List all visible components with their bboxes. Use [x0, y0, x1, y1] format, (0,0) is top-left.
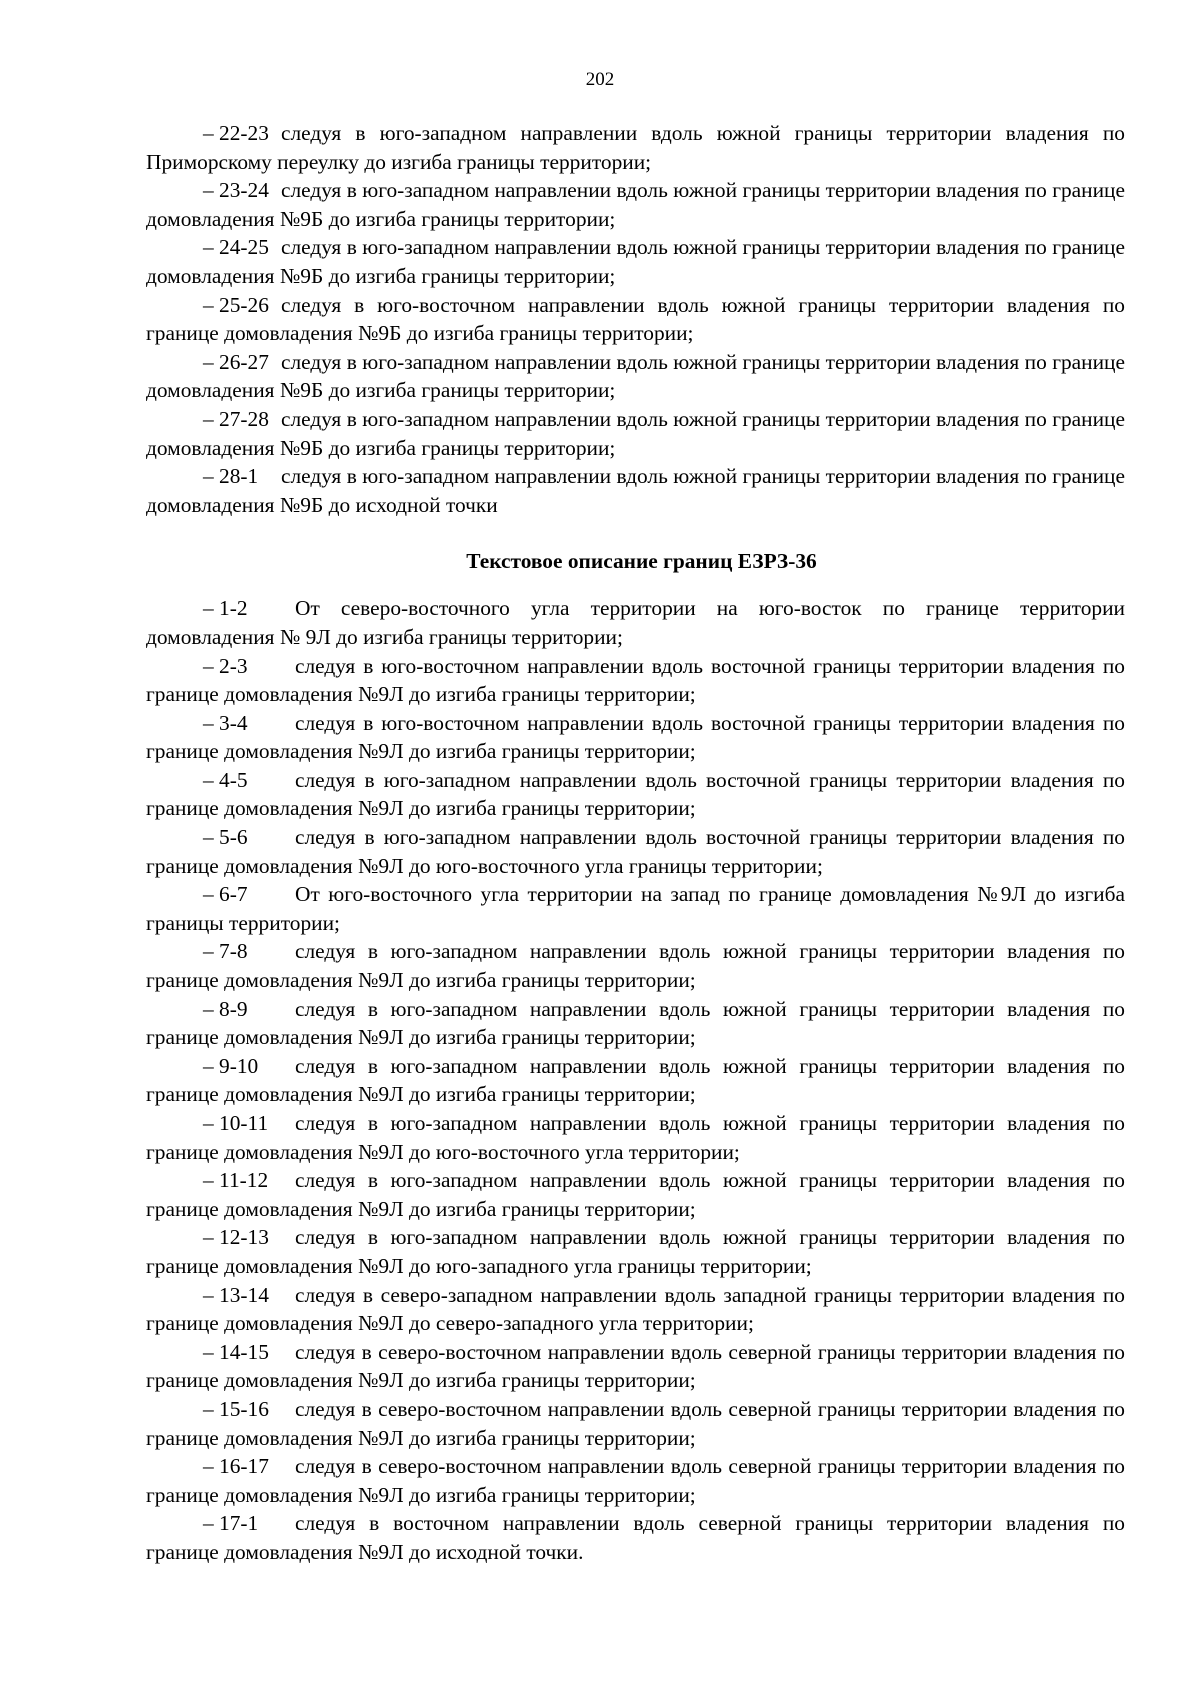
- segment-code: – 11-12: [203, 1168, 269, 1193]
- boundary-segment: [146, 348, 1125, 405]
- boundary-segment: [146, 1166, 1125, 1223]
- segment-text: следуя в юго-западном направлении вдоль южной границы территории владения по границе домовладения №9Л до изгиба границы территории;: [146, 1168, 1125, 1221]
- segment-text: следуя в юго-восточном направлении вдоль южной границы территории владения по границе домовладения №9Б до изгиба границы территории;: [146, 292, 1125, 346]
- segment-code: – 2-3: [203, 653, 248, 678]
- boundary-segment: [146, 823, 1125, 880]
- segment-text: следуя в юго-западном направлении вдоль южной границы территории владения по границе домовладения №9Л до юго-западного угла границы территории;: [146, 1225, 1125, 1278]
- segment-text: следуя в юго-западном направлении вдоль восточной границы территории владения по границе домовладения №9Л до изгиба границы территории;: [146, 767, 1125, 821]
- boundary-description-ezrz-36: [146, 594, 1125, 1566]
- segment-code: – 28-1: [203, 464, 259, 489]
- boundary-segment: [146, 652, 1125, 709]
- segment-text: следуя в юго-восточном направлении вдоль восточной границы территории владения по границе домовладения №9Л до изгиба границы территории;: [146, 653, 1125, 707]
- boundary-segment: [146, 1395, 1125, 1452]
- section-heading: Текстовое описание границ ЕЗРЗ-36: [466, 549, 817, 574]
- segment-code: – 6-7: [203, 882, 248, 907]
- segment-code: – 16-17: [203, 1454, 269, 1479]
- segment-text: От юго-восточного угла территории на запад по границе домовладения №9Л до изгиба границы территории;: [146, 882, 1125, 935]
- boundary-segment: [146, 995, 1125, 1052]
- boundary-segment: [146, 176, 1125, 233]
- document-body: [146, 119, 1125, 1567]
- segment-text: следуя в юго-западном направлении вдоль южной границы территории владения по Приморскому переулку до изгиба границы территории;: [146, 121, 1125, 174]
- boundary-segment: [146, 709, 1125, 766]
- boundary-segment: [146, 291, 1125, 348]
- boundary-segment: [146, 1452, 1125, 1509]
- boundary-segment: [146, 1338, 1125, 1395]
- boundary-segment: [146, 462, 1125, 519]
- boundary-segment: [146, 405, 1125, 462]
- segment-text: следуя в северо-западном направлении вдоль западной границы территории владения по границе домовладения №9Л до северо-западного угла территории;: [146, 1282, 1125, 1336]
- boundary-segment: [146, 119, 1125, 176]
- segment-text: следуя в северо-восточном направлении вдоль северной границы территории владения по границе домовладения №9Л до изгиба границы территории;: [146, 1396, 1125, 1450]
- segment-code: – 8-9: [203, 996, 248, 1021]
- segment-text: От северо-восточного угла территории на юго-восток по границе территории домовладения № 9Л до изгиба границы территории;: [146, 596, 1125, 649]
- boundary-segment: [146, 1281, 1125, 1338]
- boundary-segment: [146, 1052, 1125, 1109]
- segment-text: следуя в юго-западном направлении вдоль южной границы территории владения по границе домовладения №9Л до изгиба границы территории;: [146, 996, 1125, 1050]
- boundary-segment: [146, 937, 1125, 994]
- segment-text: следуя в северо-восточном направлении вдоль северной границы территории владения по границе домовладения №9Л до изгиба границы территории;: [146, 1454, 1125, 1507]
- boundary-segment: [146, 1509, 1125, 1566]
- segment-code: – 26-27: [203, 349, 269, 374]
- segment-code: – 7-8: [203, 939, 248, 964]
- segment-code: – 9-10: [203, 1053, 259, 1078]
- segment-code: – 1-2: [203, 596, 248, 621]
- segment-code: – 27-28: [203, 406, 269, 431]
- segment-text: следуя в юго-западном направлении вдоль южной границы территории владения по границе домовладения №9Б до изгиба границы территории;: [146, 406, 1125, 460]
- segment-code: – 25-26: [203, 292, 269, 317]
- segment-text: следуя в юго-западном направлении вдоль южной границы территории владения по границе домовладения №9Л до изгиба границы территории;: [146, 939, 1125, 993]
- segment-text: следуя в юго-западном направлении вдоль южной границы территории владения по границе домовладения №9Б до изгиба границы территории;: [146, 349, 1125, 403]
- boundary-segment: [146, 766, 1125, 823]
- segment-code: – 4-5: [203, 767, 248, 792]
- segment-code: – 15-16: [203, 1396, 269, 1421]
- segment-code: – 13-14: [203, 1282, 269, 1307]
- segment-code: – 14-15: [203, 1339, 269, 1364]
- boundary-segment: [146, 233, 1125, 290]
- segment-text: следуя в юго-восточном направлении вдоль восточной границы территории владения по границе домовладения №9Л до изгиба границы территории;: [146, 710, 1125, 764]
- segment-code: – 12-13: [203, 1225, 269, 1250]
- boundary-segment: [146, 1109, 1125, 1166]
- segment-code: – 23-24: [203, 178, 269, 203]
- boundary-segment: [146, 1223, 1125, 1280]
- boundary-segment: [146, 594, 1125, 651]
- boundary-description-previous: [146, 119, 1125, 519]
- segment-text: следуя в юго-западном направлении вдоль южной границы территории владения по границе домовладения №9Л до юго-восточного угла территории;: [146, 1111, 1125, 1164]
- segment-text: следуя в юго-западном направлении вдоль южной границы территории владения по границе домовладения №9Л до изгиба границы территории;: [146, 1053, 1125, 1107]
- segment-text: следуя в юго-западном направлении вдоль восточной границы территории владения по границе домовладения №9Л до юго-восточного угла границы территории;: [146, 825, 1125, 878]
- segment-code: – 22-23: [203, 121, 269, 145]
- segment-code: – 10-11: [203, 1111, 269, 1135]
- segment-text: следуя в юго-западном направлении вдоль южной границы территории владения по границе домовладения №9Б до изгиба границы территории;: [146, 235, 1125, 288]
- segment-text: следуя в восточном направлении вдоль северной границы территории владения по границе домовладения №9Л до исходной точки.: [146, 1511, 1125, 1564]
- segment-text: следуя в юго-западном направлении вдоль южной границы территории владения по границе домовладения №9Б до исходной точки: [146, 464, 1125, 517]
- boundary-segment: [146, 880, 1125, 937]
- page-number: 202: [585, 69, 615, 90]
- segment-text: следуя в юго-западном направлении вдоль южной границы территории владения по границе домовладения №9Б до изгиба границы территории;: [146, 178, 1125, 231]
- segment-text: следуя в северо-восточном направлении вдоль северной границы территории владения по границе домовладения №9Л до изгиба границы территории;: [146, 1339, 1125, 1393]
- segment-code: – 24-25: [203, 235, 269, 260]
- segment-code: – 17-1: [203, 1511, 259, 1536]
- segment-code: – 3-4: [203, 710, 248, 735]
- segment-code: – 5-6: [203, 825, 248, 850]
